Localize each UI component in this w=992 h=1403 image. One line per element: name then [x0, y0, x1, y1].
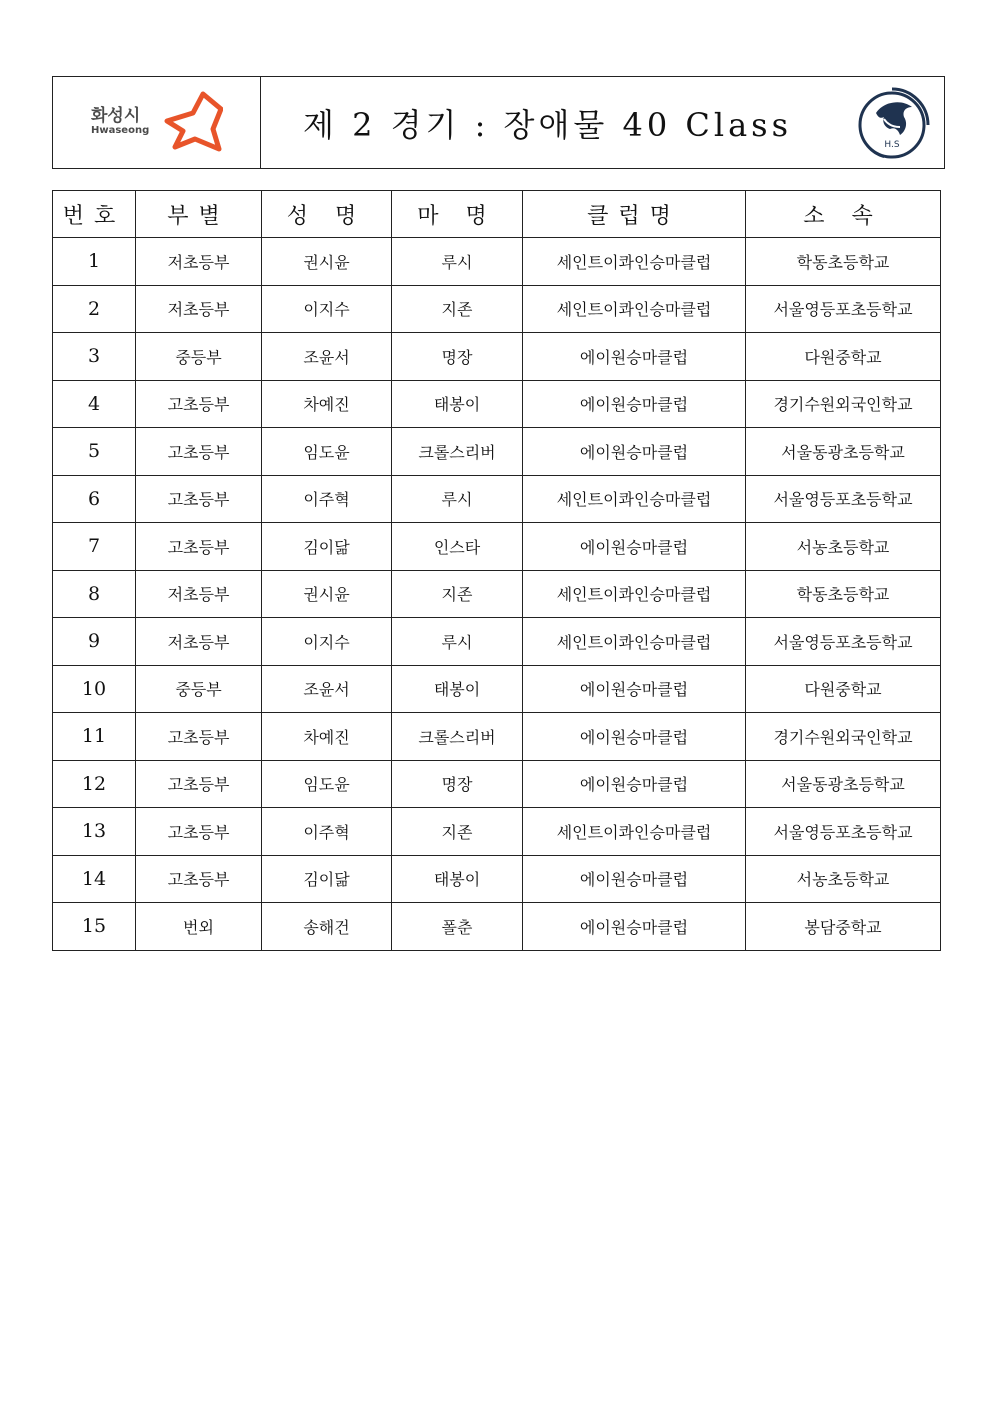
col-number-cell: 14 — [53, 855, 136, 903]
col-horse-name-header: 마 명 — [392, 191, 523, 238]
col-division-cell: 고초등부 — [136, 523, 262, 571]
col-number-cell: 4 — [53, 380, 136, 428]
col-division-cell: 고초등부 — [136, 713, 262, 761]
table-row — [53, 380, 941, 428]
col-division-cell: 고초등부 — [136, 380, 262, 428]
col-affiliation-cell: 서울동광초등학교 — [746, 760, 941, 808]
col-rider-name-cell: 김이닮 — [262, 855, 392, 903]
col-club-name-cell: 에이원승마클럽 — [523, 713, 746, 761]
horse-emblem-icon — [854, 83, 932, 163]
page-title: 제 2 경기 : 장애물 40 Class — [302, 105, 792, 144]
col-horse-name-cell: 태봉이 — [392, 380, 523, 428]
col-number-cell: 5 — [53, 428, 136, 476]
logo-korean: 화성시 — [91, 106, 141, 126]
col-rider-name-cell: 권시윤 — [262, 238, 392, 286]
col-rider-name-header: 성 명 — [262, 191, 392, 238]
col-club-name-cell: 세인트이콰인승마클럽 — [523, 475, 746, 523]
hwaseong-star-logo-icon — [163, 91, 223, 153]
col-number-cell: 1 — [53, 238, 136, 286]
col-club-name-cell: 에이원승마클럽 — [523, 665, 746, 713]
table-row — [53, 618, 941, 666]
col-rider-name-cell: 조윤서 — [262, 665, 392, 713]
table-row — [53, 808, 941, 856]
table-row — [53, 855, 941, 903]
table-row — [53, 570, 941, 618]
table-row — [53, 333, 941, 381]
col-division-cell: 고초등부 — [136, 760, 262, 808]
table-row — [53, 475, 941, 523]
col-club-name-cell: 에이원승마클럽 — [523, 428, 746, 476]
col-horse-name-cell: 인스타 — [392, 523, 523, 571]
col-rider-name-cell: 차예진 — [262, 713, 392, 761]
col-division-cell: 저초등부 — [136, 238, 262, 286]
col-affiliation-cell: 서울영등포초등학교 — [746, 618, 941, 666]
col-number-cell: 10 — [53, 665, 136, 713]
col-affiliation-cell: 서울동광초등학교 — [746, 428, 941, 476]
col-division-cell: 고초등부 — [136, 855, 262, 903]
col-affiliation-cell: 서울영등포초등학교 — [746, 808, 941, 856]
col-horse-name-cell: 태봉이 — [392, 855, 523, 903]
col-club-name-cell: 세인트이콰인승마클럽 — [523, 618, 746, 666]
col-horse-name-cell: 루시 — [392, 475, 523, 523]
document-header — [52, 76, 945, 169]
col-number-cell: 3 — [53, 333, 136, 381]
col-club-name-header: 클럽명 — [523, 191, 746, 238]
col-number-cell: 6 — [53, 475, 136, 523]
col-affiliation-cell: 다원중학교 — [746, 665, 941, 713]
col-affiliation-cell: 경기수원외국인학교 — [746, 713, 941, 761]
table-row — [53, 238, 941, 286]
col-club-name-cell: 세인트이콰인승마클럽 — [523, 238, 746, 286]
logo-english: Hwaseong — [91, 125, 150, 136]
table-header-row — [53, 191, 941, 238]
col-division-cell: 중등부 — [136, 333, 262, 381]
col-division-cell: 저초등부 — [136, 618, 262, 666]
col-club-name-cell: 에이원승마클럽 — [523, 333, 746, 381]
col-affiliation-cell: 서농초등학교 — [746, 523, 941, 571]
col-rider-name-cell: 차예진 — [262, 380, 392, 428]
col-rider-name-cell: 송해건 — [262, 903, 392, 951]
col-number-cell: 9 — [53, 618, 136, 666]
col-rider-name-cell: 이주혁 — [262, 475, 392, 523]
col-division-cell: 고초등부 — [136, 808, 262, 856]
table-body — [53, 238, 941, 951]
col-affiliation-cell: 서울영등포초등학교 — [746, 475, 941, 523]
col-club-name-cell: 에이원승마클럽 — [523, 523, 746, 571]
table-row — [53, 428, 941, 476]
col-affiliation-cell: 다원중학교 — [746, 333, 941, 381]
col-affiliation-header: 소 속 — [746, 191, 941, 238]
col-horse-name-cell: 지존 — [392, 285, 523, 333]
col-rider-name-cell: 권시윤 — [262, 570, 392, 618]
table-row — [53, 760, 941, 808]
col-division-header: 부별 — [136, 191, 262, 238]
col-rider-name-cell: 임도윤 — [262, 428, 392, 476]
col-horse-name-cell: 크롤스리버 — [392, 713, 523, 761]
col-division-cell: 저초등부 — [136, 285, 262, 333]
col-rider-name-cell: 이지수 — [262, 285, 392, 333]
col-affiliation-cell: 학동초등학교 — [746, 238, 941, 286]
col-horse-name-cell: 지존 — [392, 808, 523, 856]
col-division-cell: 중등부 — [136, 665, 262, 713]
col-horse-name-cell: 루시 — [392, 618, 523, 666]
col-number-cell: 15 — [53, 903, 136, 951]
col-horse-name-cell: 명장 — [392, 333, 523, 381]
col-number-cell: 11 — [53, 713, 136, 761]
city-logo-cell — [53, 77, 261, 168]
table-row — [53, 903, 941, 951]
col-division-cell: 저초등부 — [136, 570, 262, 618]
col-rider-name-cell: 김이닮 — [262, 523, 392, 571]
col-club-name-cell: 에이원승마클럽 — [523, 855, 746, 903]
col-horse-name-cell: 지존 — [392, 570, 523, 618]
col-number-cell: 2 — [53, 285, 136, 333]
city-logo-text — [91, 107, 149, 137]
col-horse-name-cell: 명장 — [392, 760, 523, 808]
emblem-label: H.S — [884, 140, 900, 150]
col-club-name-cell: 에이원승마클럽 — [523, 760, 746, 808]
col-rider-name-cell: 임도윤 — [262, 760, 392, 808]
table-row — [53, 523, 941, 571]
col-horse-name-cell: 루시 — [392, 238, 523, 286]
table-row — [53, 665, 941, 713]
col-division-cell: 고초등부 — [136, 475, 262, 523]
col-horse-name-cell: 폴춘 — [392, 903, 523, 951]
table-row — [53, 713, 941, 761]
entries-table — [52, 190, 941, 951]
col-number-cell: 13 — [53, 808, 136, 856]
col-rider-name-cell: 조윤서 — [262, 333, 392, 381]
col-affiliation-cell: 학동초등학교 — [746, 570, 941, 618]
col-club-name-cell: 에이원승마클럽 — [523, 903, 746, 951]
col-club-name-cell: 세인트이콰인승마클럽 — [523, 570, 746, 618]
col-club-name-cell: 세인트이콰인승마클럽 — [523, 808, 746, 856]
col-division-cell: 고초등부 — [136, 428, 262, 476]
col-number-cell: 12 — [53, 760, 136, 808]
col-rider-name-cell: 이지수 — [262, 618, 392, 666]
col-club-name-cell: 세인트이콰인승마클럽 — [523, 285, 746, 333]
col-club-name-cell: 에이원승마클럽 — [523, 380, 746, 428]
col-affiliation-cell: 서농초등학교 — [746, 855, 941, 903]
col-number-cell: 7 — [53, 523, 136, 571]
col-affiliation-cell: 서울영등포초등학교 — [746, 285, 941, 333]
col-horse-name-cell: 크롤스리버 — [392, 428, 523, 476]
col-affiliation-cell: 봉담중학교 — [746, 903, 941, 951]
col-number-header: 번호 — [53, 191, 136, 238]
col-affiliation-cell: 경기수원외국인학교 — [746, 380, 941, 428]
col-number-cell: 8 — [53, 570, 136, 618]
col-rider-name-cell: 이주혁 — [262, 808, 392, 856]
col-horse-name-cell: 태봉이 — [392, 665, 523, 713]
col-division-cell: 번외 — [136, 903, 262, 951]
table-row — [53, 285, 941, 333]
